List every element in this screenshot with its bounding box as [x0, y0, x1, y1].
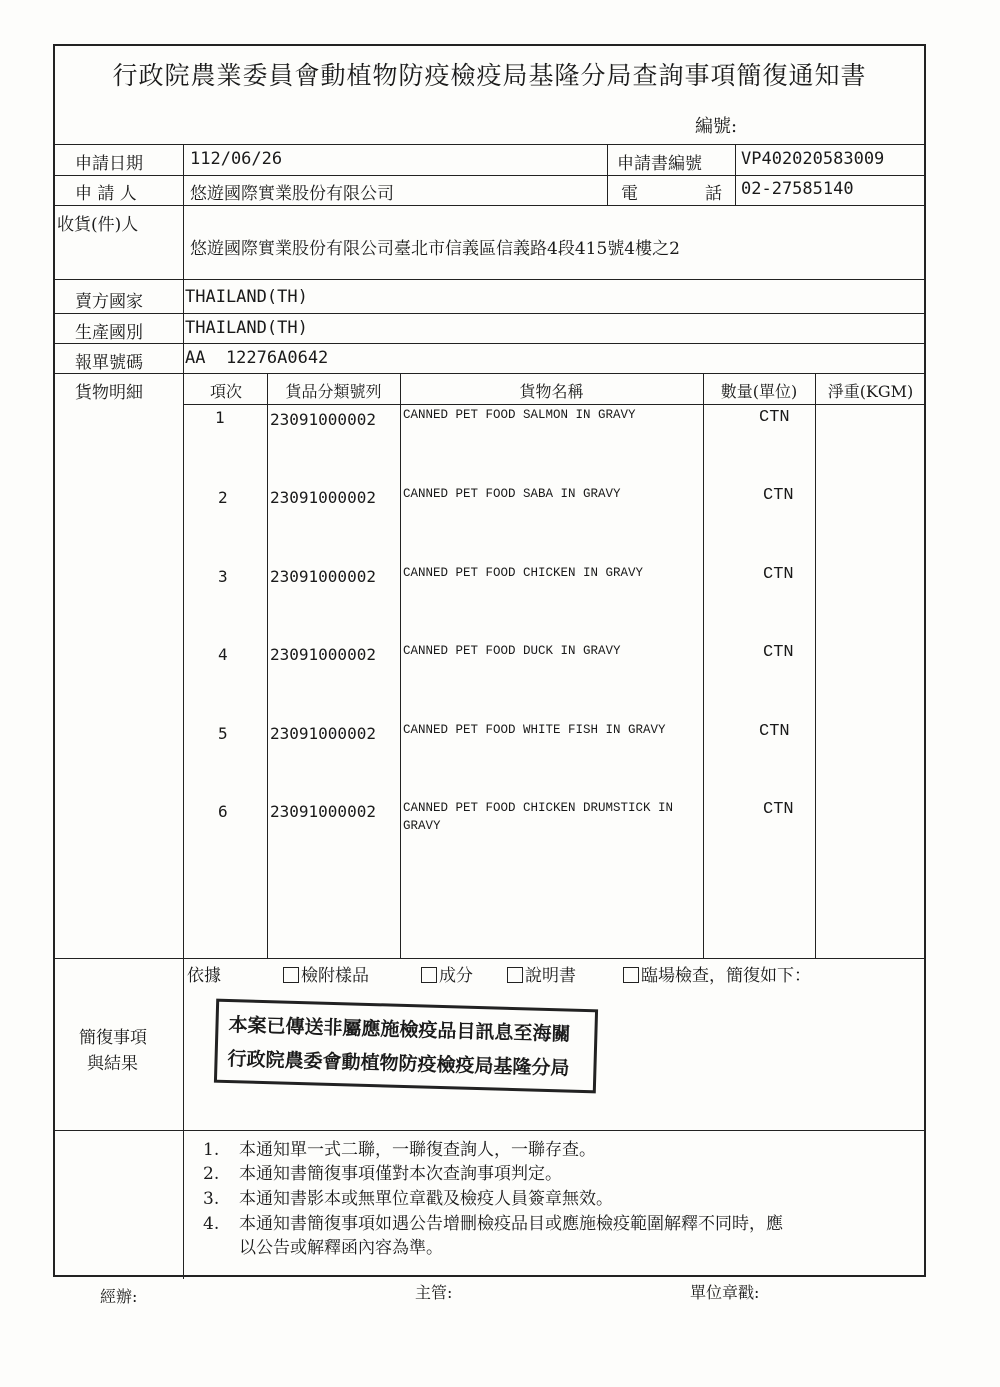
row-code: 23091000002	[270, 645, 376, 664]
note-item: 3. 本通知書影本或無單位章戳及檢疫人員簽章無效。	[203, 1189, 613, 1209]
row-goods-name: CANNED PET FOOD WHITE FISH IN GRAVY	[403, 723, 666, 737]
seller-country-value: THAILAND(TH)	[185, 287, 308, 307]
result-label-line1: 簡復事項	[79, 1028, 147, 1048]
basis-option-inspection[interactable]: 臨場檢查，簡復如下：	[623, 961, 811, 986]
row-goods-name: CANNED PET FOOD SALMON IN GRAVY	[403, 408, 636, 422]
col-divider	[735, 144, 736, 205]
row-no: 3	[218, 567, 228, 586]
label-column-divider	[183, 144, 184, 1279]
note-item: 2. 本通知書簡復事項僅對本次查詢事項判定。	[203, 1164, 562, 1184]
number-label: 編號:	[695, 116, 738, 137]
origin-country-value: THAILAND(TH)	[185, 318, 308, 338]
consignee-label: 收貨(件)人	[57, 215, 139, 235]
row-no: 2	[218, 488, 228, 507]
notice-form	[53, 44, 926, 1277]
goods-col-divider	[703, 373, 704, 958]
checkbox-icon	[421, 967, 437, 983]
basis-option-manual[interactable]: 說明書	[507, 961, 576, 986]
declaration-no-value: AA 12276A0642	[185, 348, 329, 368]
note-item: 4. 本通知書簡復事項如遇公告增刪檢疫品目或應施檢疫範圍解釋不同時，應	[203, 1214, 783, 1234]
row-divider	[55, 958, 924, 959]
row-code: 23091000002	[270, 724, 376, 743]
row-divider	[55, 1130, 924, 1131]
row-code: 23091000002	[270, 488, 376, 507]
checkbox-icon	[283, 967, 299, 983]
row-unit: CTN	[763, 486, 794, 505]
handler-label: 經辦:	[100, 1287, 138, 1306]
phone-value: 02-27585140	[741, 179, 854, 199]
application-no-label: 申請書編號	[617, 154, 702, 174]
phone-label-b: 話	[705, 184, 722, 204]
goods-col-divider	[400, 373, 401, 958]
consignee-value: 悠遊國際實業股份有限公司臺北市信義區信義路4段415號4樓之2	[190, 239, 680, 259]
row-unit: CTN	[763, 800, 794, 819]
row-unit: CTN	[759, 722, 790, 741]
row-divider	[55, 144, 924, 145]
stamp-line2: 行政院農委會動植物防疫檢疫局基隆分局	[227, 1048, 570, 1080]
col-divider	[607, 144, 608, 205]
goods-header-name: 貨物名稱	[519, 382, 584, 401]
row-unit: CTN	[759, 408, 790, 427]
row-unit: CTN	[763, 565, 794, 584]
row-no: 1	[215, 408, 225, 427]
basis-label: 依據	[187, 966, 221, 986]
row-divider	[55, 175, 924, 176]
supervisor-label: 主管:	[415, 1283, 453, 1302]
basis-option-sample[interactable]: 檢附樣品	[283, 961, 369, 986]
stamp-line1: 本案已傳送非屬應施檢疫品目訊息至海關	[228, 1014, 571, 1046]
row-code: 23091000002	[270, 802, 376, 821]
goods-label: 貨物明細	[75, 383, 143, 403]
goods-header-item: 項次	[209, 382, 242, 401]
row-code: 23091000002	[270, 567, 376, 586]
declaration-no-label: 報單號碼	[75, 353, 143, 373]
row-code: 23091000002	[270, 410, 376, 429]
goods-header-code: 貨品分類號列	[285, 382, 382, 401]
goods-header-weight: 淨重(KGM)	[827, 382, 914, 401]
checkbox-icon	[507, 967, 523, 983]
checkbox-icon	[623, 967, 639, 983]
page-title: 行政院農業委員會動植物防疫檢疫局基隆分局查詢事項簡復通知書	[112, 61, 867, 90]
row-goods-name: CANNED PET FOOD DUCK IN GRAVY	[403, 644, 621, 658]
row-divider	[55, 343, 924, 344]
goods-col-divider	[815, 373, 816, 958]
goods-col-divider	[267, 373, 268, 958]
row-goods-name: CANNED PET FOOD CHICKEN IN GRAVY	[403, 566, 644, 580]
result-stamp	[214, 999, 598, 1094]
row-no: 4	[218, 645, 228, 664]
row-divider	[55, 205, 924, 206]
note-item: 1. 本通知單一式二聯，一聯復查詢人，一聯存查。	[203, 1140, 596, 1160]
origin-country-label: 生產國別	[75, 323, 143, 343]
phone-label-a: 電	[621, 184, 638, 204]
seller-country-label: 賣方國家	[75, 292, 143, 312]
result-label-line2: 與結果	[87, 1054, 138, 1074]
row-divider	[55, 279, 924, 280]
row-no: 6	[218, 802, 228, 821]
applicant-value: 悠遊國際實業股份有限公司	[190, 184, 394, 204]
row-divider	[55, 313, 924, 314]
application-no-value: VP402020583009	[741, 149, 885, 169]
basis-option-ingredients[interactable]: 成分	[421, 961, 473, 986]
goods-header-underline	[183, 404, 924, 405]
unit-seal-label: 單位章戳:	[690, 1283, 760, 1302]
row-goods-name: CANNED PET FOOD SABA IN GRAVY	[403, 487, 621, 501]
goods-header-quantity: 數量(單位)	[720, 382, 798, 401]
row-no: 5	[218, 724, 228, 743]
row-unit: CTN	[763, 643, 794, 662]
application-date-label: 申請日期	[75, 154, 143, 174]
row-divider	[55, 373, 924, 374]
applicant-label: 申 請 人	[75, 184, 137, 204]
application-date-value: 112/06/26	[190, 149, 283, 169]
note-item-continuation: 以公告或解釋函內容為準。	[239, 1238, 443, 1258]
row-goods-name: CANNED PET FOOD CHICKEN DRUMSTICK IN GRAVY	[403, 801, 674, 833]
